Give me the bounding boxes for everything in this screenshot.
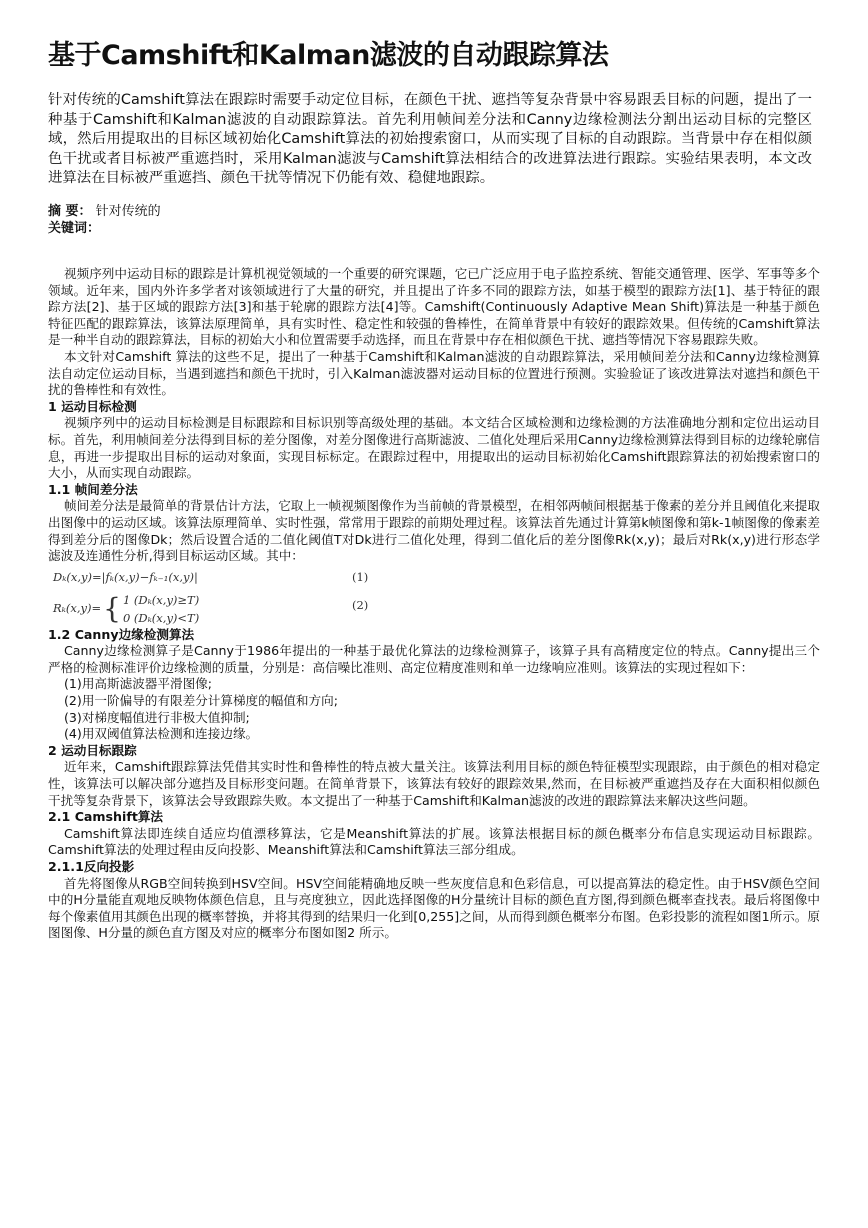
keywords-label: 关键词： (48, 221, 101, 236)
keywords-line (48, 220, 100, 238)
section-2-paragraph: 近年来，Camshift跟踪算法凭借其实时性和鲁棒性的特点被大量关注。该算法利用目标的颜色特征模型实现跟踪，由于颜色的相对稳定性，该算法可以解决部分遮挡及目标形变问题。在简单背景下，该算法有较好的跟踪效果,然而，在目标被严重遮挡及存在大面积相似颜色干扰等复杂背景下，该算法会导致跟踪失败。本文提出了一种基于Camshift和Kalman滤波的改进的跟踪算法来解决这些问题。 (48, 759, 820, 808)
section-2-1-1-paragraph: 首先将图像从RGB空间转换到HSV空间。HSV空间能精确地反映一些灰度信息和色彩信息，可以提高算法的稳定性。由于HSV颜色空间中的H分量能直观地反映物体颜色信息，且与亮度独立，因此选择图像的H分量统计目标的颜色直方图,得到颜色概率查找表。最后将图像中每个像素值用其颜色出现的概率替换，并将其得到的结果归一化到[0,255]之间，从而得到颜色概率分布图。色彩投影的流程如图1所示。原图图像、H分量的颜色直方图及对应的概率分布图如图2 所示。 (48, 875, 820, 941)
list-item: (1)用高斯滤波器平滑图像; (64, 676, 213, 692)
canny-steps-list (48, 676, 820, 742)
abstract-line (48, 203, 161, 221)
section-1-2-paragraph: Canny边缘检测算子是Canny于1986年提出的一种基于最优化算法的边缘检测算子，该算子具有高精度定位的特点。Canny提出三个严格的检测标准评价边缘检测的质量，分别是：高信噪比准则、高定位精度准则和单一边缘响应准则。该算法的实现过程如下： (48, 643, 820, 675)
abstract-text: 针对传统的Camshift算法在跟踪时需要手动定位目标，在颜色干扰、遮挡等复杂背景中容易跟丢目标的问题，提出了一种基于Camshift和Kalman滤波的自动跟踪算法。首先利用帧间差分法和Canny边缘检测法分割出运动目标的完整区域，然后用提取出的目标区域初始化Camshift算法的初始搜索窗口，从而实现了目标的自动跟踪。当背景中存在相似颜色干扰或者目标被严重遮挡时，采用Kalman滤波与Camshift算法相结合的改进算法进行跟踪。实验结果表明，本文改进算法在目标被严重遮挡、颜色干扰等情况下仍能有效、稳健地跟踪。 (48, 92, 812, 186)
list-item: (2)用一阶偏导的有限差分计算梯度的幅值和方向; (64, 693, 338, 709)
intro-paragraph-2: 本文针对Camshift 算法的这些不足，提出了一种基于Camshift和Kalman滤波的自动跟踪算法，采用帧间差分法和Canny边缘检测算法自动定位运动目标，当遇到遮挡和颜色干扰时，引入Kalman滤波器对运动目标的位置进行预测。实验验证了该改进算法对遮挡和颜色干扰的鲁棒性和有效性。 (48, 348, 820, 398)
equation-2 (53, 591, 199, 627)
equation-2-number: (2) (352, 597, 369, 612)
section-heading-1-2: 1.2 Canny边缘检测算法 (48, 626, 195, 642)
section-heading-2: 2 运动目标跟踪 (48, 742, 137, 758)
paper-body (48, 266, 820, 942)
abstract-label: 摘 要： (48, 204, 92, 219)
equation-2-cases (123, 591, 199, 627)
equation-2-case-2: 0 (Dₖ(x,y)<T) (122, 610, 200, 625)
list-item: (4)用双阈值算法检测和连接边缘。 (64, 726, 259, 742)
equation-2-lhs: Rₖ(x,y)= (53, 600, 102, 615)
section-heading-2-1: 2.1 Camshift算法 (48, 809, 164, 825)
equation-2-case-1: 1 (Dₖ(x,y)≥T) (122, 592, 200, 607)
section-1-paragraph: 视频序列中的运动目标检测是目标跟踪和目标识别等高级处理的基础。本文结合区域检测和边缘检测的方法准确地分割和定位出运动目标。首先，利用帧间差分法得到目标的差分图像，对差分图像进行高斯滤波、二值化处理后采用Canny边缘检测算法得到目标的边缘轮廓信息，再进一步提取出目标的运动对象面，实现目标标定。在跟踪过程中，用提取出的运动目标初始化Camshift跟踪算法的初始搜索窗口的大小，从而实现自动跟踪。 (48, 415, 820, 481)
equation-1: Dₖ(x,y)=|fₖ(x,y)−fₖ₋₁(x,y)| (53, 569, 198, 584)
abstract-short: 针对传统的 (95, 204, 161, 219)
section-2-1-paragraph: Camshift算法即连续自适应均值漂移算法，它是Meanshift算法的扩展。该算法根据目标的颜色概率分布信息实现运动目标跟踪。Camshift算法的处理过程由反向投影、Meanshift算法和Camshift算法三部分组成。 (48, 825, 820, 858)
list-item: (3)对梯度幅值进行非极大值抑制; (64, 709, 250, 725)
section-heading-2-1-1: 2.1.1反向投影 (48, 859, 135, 874)
equation-2-brace: { (103, 591, 121, 625)
section-heading-1-1: 1.1 帧间差分法 (48, 481, 138, 497)
section-1-1-paragraph: 帧间差分法是最简单的背景估计方法，它取上一帧视频图像作为当前帧的背景模型，在相邻两帧间根据基于像素的差分并且阈值化来提取出图像中的运动区域。该算法原理简单、实时性强，常常用于跟踪的前期处理过程。该算法首先通过计算第k帧图像和第k-1帧图像的像素差得到差分后的图像Dk；然后设置合适的二值化阈值T对Dk进行二值化处理，得到二值化后的差分图像Rk(x,y)；最后对Rk(x,y)进行形态学滤波及连通性分析,得到目标运动区域。其中： (48, 498, 820, 564)
equation-1-number: (1) (352, 569, 369, 584)
equations-block (48, 567, 820, 627)
intro-paragraph-1: 视频序列中运动目标的跟踪是计算机视觉领域的一个重要的研究课题，它已广泛应用于电子监控系统、智能交通管理、医学、军事等多个领域。近年来，国内外许多学者对该领域进行了大量的研究，并且提出了许多不同的跟踪方法，如基于模型的跟踪方法[1]、基于特征的跟踪方法[2]、基于区域的跟踪方法[3]和基于轮廓的跟踪方法[4]等。Camshift(Continuously Adaptive Mean Shift)算法是一种基于颜色特征匹配的跟踪算法，该算法原理简单，具有实时性、稳定性和较强的鲁棒性，在简单背景中有较好的跟踪效果。但传统的Camshift算法是一种半自动的跟踪算法，目标的初始大小和位置需要手动选择，而且在背景中存在相似颜色干扰、遮挡等情况下容易跟踪失败。 (48, 266, 820, 348)
paper-title: 基于Camshift和Kalman滤波的自动跟踪算法 (48, 40, 609, 71)
section-heading-1: 1 运动目标检测 (48, 398, 137, 414)
